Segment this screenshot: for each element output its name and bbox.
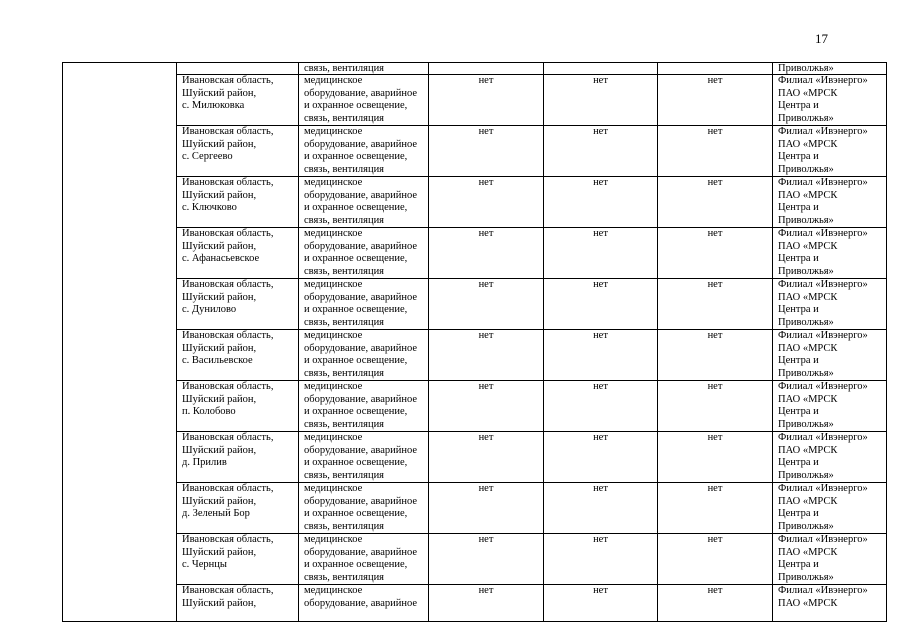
owner-cell-line: ПАО «МРСК <box>778 597 838 609</box>
purpose-cell-line: связь, вентиляция <box>304 163 385 175</box>
location-cell-line: п. Колобово <box>182 406 236 417</box>
owner-cell-line: Приволжья» <box>778 163 834 175</box>
location-cell-line: Шуйский район, <box>182 495 257 507</box>
purpose-cell-line: медицинское <box>304 330 363 341</box>
owner-cell-line: Центра и <box>778 253 819 264</box>
purpose-cell-line: медицинское <box>304 228 363 239</box>
col5-cell: нет <box>658 585 773 622</box>
owner-cell <box>773 177 887 228</box>
owner-cell-line: Центра и <box>778 202 819 213</box>
owner-cell-line: Приволжья» <box>778 469 834 481</box>
location-cell-line: Ивановская область, <box>182 483 274 494</box>
location-cell-line: Ивановская область, <box>182 585 274 596</box>
col3-cell: нет <box>429 585 544 622</box>
col5-cell <box>658 63 773 75</box>
col5-cell: нет <box>658 534 773 585</box>
purpose-cell-line: связь, вентиляция <box>304 367 385 379</box>
location-cell-line: Ивановская область, <box>182 75 274 86</box>
owner-cell-line: Центра и <box>778 151 819 162</box>
page-number: 17 <box>815 31 828 46</box>
owner-cell-line: Филиал «Ивэнерго» <box>778 228 868 239</box>
location-cell-line: Шуйский район, <box>182 87 257 99</box>
purpose-cell-line: и охранное освещение, <box>304 304 408 315</box>
purpose-cell <box>299 585 429 622</box>
location-cell <box>177 75 299 126</box>
col3-cell: нет <box>429 228 544 279</box>
col4-cell: нет <box>544 534 658 585</box>
owner-cell-line: ПАО «МРСК <box>778 546 838 558</box>
purpose-cell-line: связь, вентиляция <box>304 265 385 277</box>
location-cell-line: Шуйский район, <box>182 597 257 609</box>
col3-cell: нет <box>429 330 544 381</box>
table-row <box>63 75 887 126</box>
purpose-cell-line: медицинское <box>304 432 363 443</box>
location-cell <box>177 483 299 534</box>
purpose-cell <box>299 75 429 126</box>
owner-cell-line: Филиал «Ивэнерго» <box>778 75 868 86</box>
data-table <box>62 62 887 622</box>
purpose-cell-line: связь, вентиляция <box>304 469 385 481</box>
table-row <box>63 177 887 228</box>
owner-cell-line: Центра и <box>778 355 819 366</box>
owner-cell-line: Приволжья» <box>778 214 834 226</box>
owner-cell-line: Центра и <box>778 406 819 417</box>
col5-cell: нет <box>658 330 773 381</box>
col4-cell: нет <box>544 126 658 177</box>
table-row <box>63 228 887 279</box>
col3-cell: нет <box>429 381 544 432</box>
table-row <box>63 432 887 483</box>
purpose-cell <box>299 534 429 585</box>
owner-cell <box>773 432 887 483</box>
col3-cell: нет <box>429 126 544 177</box>
owner-cell-line: Филиал «Ивэнерго» <box>778 279 868 290</box>
location-cell-line: Ивановская область, <box>182 279 274 290</box>
location-cell-line: с. Сергеево <box>182 151 233 162</box>
purpose-cell: связь, вентиляция <box>299 63 429 75</box>
purpose-cell-line: и охранное освещение, <box>304 100 408 111</box>
owner-cell-line: Центра и <box>778 304 819 315</box>
location-cell <box>177 432 299 483</box>
owner-cell-line: Приволжья» <box>778 418 834 430</box>
owner-cell-line: Приволжья» <box>778 316 834 328</box>
location-cell-line: д. Зеленый Бор <box>182 508 250 519</box>
purpose-cell <box>299 126 429 177</box>
owner-cell-line: ПАО «МРСК <box>778 342 838 354</box>
col3-cell: нет <box>429 177 544 228</box>
location-cell-line: д. Прилив <box>182 457 227 468</box>
location-cell-line: Шуйский район, <box>182 342 257 354</box>
purpose-cell-line: связь, вентиляция <box>304 520 385 532</box>
purpose-cell-line: оборудование, аварийное <box>304 87 418 99</box>
purpose-cell-line: оборудование, аварийное <box>304 342 418 354</box>
owner-cell-line: Центра и <box>778 457 819 468</box>
owner-cell-line: ПАО «МРСК <box>778 189 838 201</box>
purpose-cell <box>299 432 429 483</box>
purpose-cell-line: медицинское <box>304 381 363 392</box>
owner-cell-line: Приволжья» <box>778 265 834 277</box>
col4-cell <box>544 63 658 75</box>
owner-cell-line: Филиал «Ивэнерго» <box>778 483 868 494</box>
col5-cell: нет <box>658 483 773 534</box>
table-row <box>63 279 887 330</box>
col5-cell: нет <box>658 381 773 432</box>
purpose-cell-line: связь, вентиляция <box>304 418 385 430</box>
owner-cell-line: Приволжья» <box>778 367 834 379</box>
col4-cell: нет <box>544 279 658 330</box>
owner-cell-line: Филиал «Ивэнерго» <box>778 534 868 545</box>
col5-cell: нет <box>658 279 773 330</box>
col4-cell: нет <box>544 585 658 622</box>
location-cell-line: Шуйский район, <box>182 291 257 303</box>
location-cell <box>177 228 299 279</box>
purpose-cell <box>299 330 429 381</box>
location-cell-line: Ивановская область, <box>182 381 274 392</box>
purpose-cell-line: связь, вентиляция <box>304 316 385 328</box>
owner-cell <box>773 585 887 622</box>
purpose-cell-line: связь, вентиляция <box>304 571 385 583</box>
table-row <box>63 585 887 622</box>
owner-cell <box>773 75 887 126</box>
col3-cell: нет <box>429 432 544 483</box>
owner-cell-line: Приволжья» <box>778 112 834 124</box>
purpose-cell-line: и охранное освещение, <box>304 253 408 264</box>
col3-cell: нет <box>429 75 544 126</box>
purpose-cell-line: оборудование, аварийное <box>304 189 418 201</box>
purpose-cell-line: оборудование, аварийное <box>304 393 418 405</box>
location-cell-line: с. Чернцы <box>182 559 227 570</box>
owner-cell-line: Филиал «Ивэнерго» <box>778 381 868 392</box>
location-cell-line: Шуйский район, <box>182 138 257 150</box>
owner-cell-line: ПАО «МРСК <box>778 444 838 456</box>
owner-cell: Приволжья» <box>773 63 887 75</box>
table-row <box>63 381 887 432</box>
location-cell-line: с. Ключково <box>182 202 237 213</box>
col4-cell: нет <box>544 432 658 483</box>
location-cell-line: с. Дунилово <box>182 304 237 315</box>
location-cell-line: Шуйский район, <box>182 444 257 456</box>
location-cell <box>177 585 299 622</box>
owner-cell-line: ПАО «МРСК <box>778 87 838 99</box>
purpose-cell-line: медицинское <box>304 126 363 137</box>
col5-cell: нет <box>658 432 773 483</box>
purpose-cell-line: оборудование, аварийное <box>304 138 418 150</box>
col3-cell: нет <box>429 483 544 534</box>
location-cell-line: Ивановская область, <box>182 432 274 443</box>
purpose-cell-line: оборудование, аварийное <box>304 444 418 456</box>
col5-cell: нет <box>658 126 773 177</box>
owner-cell <box>773 381 887 432</box>
purpose-cell-line: связь, вентиляция <box>304 112 385 124</box>
owner-cell-line: Филиал «Ивэнерго» <box>778 585 868 596</box>
owner-cell-line: Приволжья» <box>778 520 834 532</box>
location-cell-line: с. Васильевское <box>182 355 253 366</box>
location-cell <box>177 279 299 330</box>
location-cell-line: Шуйский район, <box>182 240 257 252</box>
purpose-cell-line: и охранное освещение, <box>304 202 408 213</box>
owner-cell <box>773 228 887 279</box>
table-row <box>63 126 887 177</box>
location-cell-line: Ивановская область, <box>182 177 274 188</box>
purpose-cell-line: и охранное освещение, <box>304 406 408 417</box>
purpose-cell <box>299 381 429 432</box>
location-cell-line: Шуйский район, <box>182 189 257 201</box>
purpose-cell-line: связь, вентиляция <box>304 214 385 226</box>
purpose-cell-line: и охранное освещение, <box>304 355 408 366</box>
owner-cell-line: ПАО «МРСК <box>778 495 838 507</box>
location-cell <box>177 177 299 228</box>
owner-cell <box>773 330 887 381</box>
col4-cell: нет <box>544 177 658 228</box>
owner-cell <box>773 483 887 534</box>
owner-cell-line: Филиал «Ивэнерго» <box>778 126 868 137</box>
location-cell-line: Ивановская область, <box>182 534 274 545</box>
owner-cell-line: Центра и <box>778 100 819 111</box>
purpose-cell-line: оборудование, аварийное <box>304 597 418 609</box>
purpose-cell-line: и охранное освещение, <box>304 559 408 570</box>
owner-cell-line: Приволжья» <box>778 571 834 583</box>
purpose-cell <box>299 177 429 228</box>
purpose-cell-line: оборудование, аварийное <box>304 240 418 252</box>
owner-cell-line: Центра и <box>778 508 819 519</box>
col4-cell: нет <box>544 381 658 432</box>
purpose-cell-line: оборудование, аварийное <box>304 291 418 303</box>
location-cell-line: Ивановская область, <box>182 228 274 239</box>
location-cell-line: с. Милюковка <box>182 100 245 111</box>
owner-cell-line: ПАО «МРСК <box>778 393 838 405</box>
merged-first-column <box>63 63 177 622</box>
purpose-cell <box>299 279 429 330</box>
purpose-cell-line: и охранное освещение, <box>304 508 408 519</box>
purpose-cell-line: медицинское <box>304 483 363 494</box>
purpose-cell-line: медицинское <box>304 585 363 596</box>
col3-cell: нет <box>429 534 544 585</box>
purpose-cell-line: и охранное освещение, <box>304 457 408 468</box>
purpose-cell-line: медицинское <box>304 75 363 86</box>
location-cell <box>177 63 299 75</box>
owner-cell-line: ПАО «МРСК <box>778 240 838 252</box>
owner-cell-line: Филиал «Ивэнерго» <box>778 330 868 341</box>
owner-cell-line: ПАО «МРСК <box>778 138 838 150</box>
owner-cell-line: Центра и <box>778 559 819 570</box>
owner-cell-line: ПАО «МРСК <box>778 291 838 303</box>
owner-cell-line: Филиал «Ивэнерго» <box>778 177 868 188</box>
owner-cell <box>773 279 887 330</box>
location-cell-line: с. Афанасьевское <box>182 253 260 264</box>
col4-cell: нет <box>544 75 658 126</box>
location-cell <box>177 381 299 432</box>
location-cell-line: Шуйский район, <box>182 546 257 558</box>
location-cell <box>177 126 299 177</box>
owner-cell <box>773 126 887 177</box>
location-cell-line: Ивановская область, <box>182 126 274 137</box>
location-cell <box>177 330 299 381</box>
col4-cell: нет <box>544 330 658 381</box>
table-row-continued <box>63 63 887 75</box>
col3-cell <box>429 63 544 75</box>
purpose-cell-line: оборудование, аварийное <box>304 546 418 558</box>
col5-cell: нет <box>658 75 773 126</box>
col4-cell: нет <box>544 483 658 534</box>
purpose-cell-line: и охранное освещение, <box>304 151 408 162</box>
table-row <box>63 483 887 534</box>
table-row <box>63 534 887 585</box>
location-cell-line: Шуйский район, <box>182 393 257 405</box>
col5-cell: нет <box>658 228 773 279</box>
purpose-cell-line: медицинское <box>304 279 363 290</box>
col3-cell: нет <box>429 279 544 330</box>
col5-cell: нет <box>658 177 773 228</box>
owner-cell <box>773 534 887 585</box>
owner-cell-line: Филиал «Ивэнерго» <box>778 432 868 443</box>
purpose-cell <box>299 483 429 534</box>
purpose-cell-line: медицинское <box>304 534 363 545</box>
purpose-cell-line: оборудование, аварийное <box>304 495 418 507</box>
table-row <box>63 330 887 381</box>
purpose-cell <box>299 228 429 279</box>
purpose-cell-line: медицинское <box>304 177 363 188</box>
col4-cell: нет <box>544 228 658 279</box>
location-cell <box>177 534 299 585</box>
location-cell-line: Ивановская область, <box>182 330 274 341</box>
